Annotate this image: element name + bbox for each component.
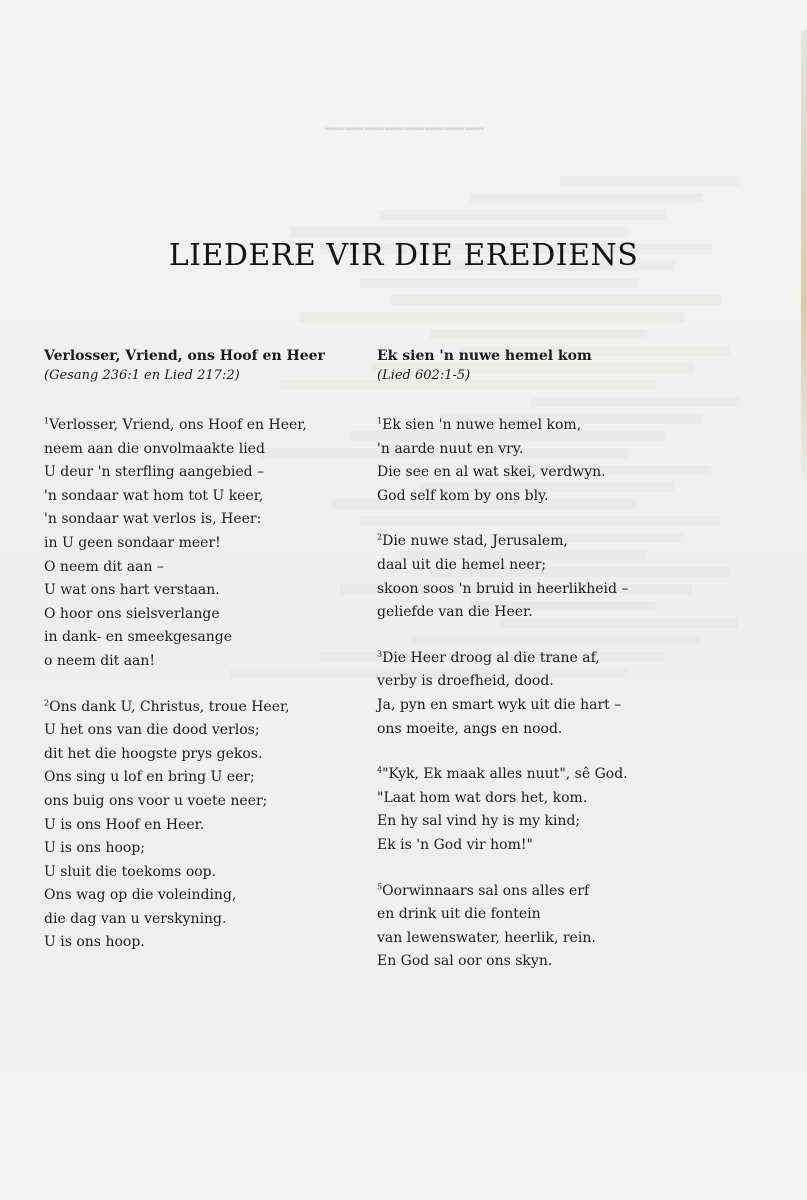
stanza-number: 2 — [44, 697, 50, 707]
stanza-line-text: Oorwinnaars sal ons alles erf — [382, 882, 590, 899]
stanza — [377, 763, 677, 857]
song-column-left — [44, 346, 364, 977]
ghost-line — [380, 210, 666, 220]
stanza-line — [377, 787, 677, 811]
stanza-line-text: geliefde van die Heer. — [377, 604, 533, 621]
stanza-line-text: "Laat hom wat dors het, kom. — [377, 789, 588, 806]
stanza-line — [44, 931, 364, 955]
stanza-line-text: dit het die hoogste prys gekos. — [44, 745, 263, 762]
stanza-line-text: o neem dit aan! — [44, 652, 156, 669]
stanza-line-text: 'n aarde nuut en vry. — [377, 440, 524, 457]
stanza-line-text: Ja, pyn en smart wyk uit die hart – — [377, 696, 622, 713]
stanza-number: 2 — [377, 532, 383, 542]
stanza-line-text: U is ons hoop. — [44, 934, 145, 951]
stanza-line-text: ons moeite, angs en nood. — [377, 720, 563, 737]
stanza-line — [44, 485, 364, 509]
stanza-line — [44, 884, 364, 908]
stanza-number: 3 — [377, 649, 383, 659]
stanza-line — [44, 837, 364, 861]
page-title: LIEDERE VIR DIE EREDIENS — [168, 238, 639, 273]
stanza-line — [44, 579, 364, 603]
stanza-line-text: "Kyk, Ek maak alles nuut", sê God. — [382, 766, 628, 783]
stanza-line-text: Die see en al wat skei, verdwyn. — [377, 464, 606, 481]
song-title: Verlosser, Vriend, ons Hoof en Heer — [44, 348, 325, 364]
stanza-line-text: Verlosser, Vriend, ons Hoof en Heer, — [49, 417, 307, 433]
stanza-line-text: O hoor ons sielsverlange — [44, 605, 220, 622]
stanza-line-text: daal uit die hemel neer; — [377, 556, 547, 573]
ghost-line — [360, 278, 638, 288]
stanza-line — [44, 696, 364, 720]
song-stanzas — [377, 414, 677, 974]
stanza — [377, 414, 677, 508]
stanza-line-text: Ons dank U, Christus, troue Heer, — [49, 698, 290, 715]
stanza-line-text: in U geen sondaar meer! — [44, 534, 221, 551]
stanza-line-text: U het ons van die dood verlos; — [44, 722, 260, 739]
stanza — [377, 530, 677, 624]
stanza-line — [377, 414, 677, 438]
stanza-line — [44, 790, 364, 814]
song-reference: (Gesang 236:1 en Lied 217:2) — [44, 368, 240, 383]
stanza-line — [377, 438, 677, 462]
stanza-line-text: U is ons Hoof en Heer. — [44, 816, 205, 833]
song-reference: (Lied 602:1-5) — [377, 368, 471, 383]
stanza-line — [377, 834, 677, 858]
stanza-line — [377, 670, 677, 694]
stanza-line — [377, 694, 677, 718]
stanza — [44, 696, 364, 956]
stanza-line — [377, 578, 677, 602]
ghost-line — [430, 329, 647, 339]
stanza-line-text: U sluit die toekoms oop. — [44, 863, 217, 880]
stanza-line — [377, 927, 677, 951]
stanza-line-text: God self kom by ons bly. — [377, 487, 549, 504]
stanza-line — [44, 719, 364, 743]
stanza-line-text: skoon soos 'n bruid in heerlikheid – — [377, 580, 629, 597]
stanza-line-text: O neem dit aan – — [44, 558, 164, 575]
ghost-line — [290, 227, 629, 237]
stanza-line-text: Ek sien 'n nuwe hemel kom, — [382, 417, 582, 433]
stanza-line-text: van lewenswater, heerlik, rein. — [377, 929, 596, 946]
stanza-line — [377, 647, 677, 671]
stanza-line — [44, 743, 364, 767]
stanza-line — [44, 908, 364, 932]
stanza-line-text: Ek is 'n God vir hom!" — [377, 836, 533, 853]
stanza-number: 1 — [377, 416, 383, 426]
stanza-line — [44, 461, 364, 485]
stanza-line-text: die dag van u verskyning. — [44, 910, 227, 927]
stanza-line-text: verby is droefheid, dood. — [377, 673, 554, 690]
stanza-line-text: Ons sing u lof en bring U eer; — [44, 769, 255, 786]
stanza-line — [377, 810, 677, 834]
ghost-heading: ──────── — [323, 112, 484, 147]
stanza-line-text: Ons wag op die voleinding, — [44, 887, 237, 904]
stanza-line — [44, 603, 364, 627]
ghost-line — [470, 193, 703, 203]
stanza-line — [44, 438, 364, 462]
song-stanzas — [44, 414, 364, 955]
ghost-line — [300, 312, 684, 322]
stanza-line — [377, 880, 677, 904]
stanza-line-text: neem aan die onvolmaakte lied — [44, 440, 265, 457]
stanza-line — [44, 814, 364, 838]
stanza-line — [44, 532, 364, 556]
stanza-line — [377, 554, 677, 578]
stanza-line — [44, 861, 364, 885]
stanza-number: 5 — [377, 881, 383, 891]
stanza-line — [44, 508, 364, 532]
stanza-line — [44, 766, 364, 790]
stanza-line — [377, 718, 677, 742]
stanza — [44, 414, 364, 674]
stanza-line — [377, 763, 677, 787]
stanza-line — [377, 950, 677, 974]
stanza-number: 4 — [377, 765, 383, 775]
stanza-line — [44, 650, 364, 674]
stanza-line-text: ons buig ons voor u voete neer; — [44, 792, 268, 809]
stanza-line-text: 'n sondaar wat verlos is, Heer: — [44, 511, 262, 528]
stanza — [377, 880, 677, 974]
stanza-line — [44, 556, 364, 580]
stanza-line — [377, 903, 677, 927]
ghost-line — [390, 295, 721, 305]
stanza-line-text: U deur 'n sterfling aangebied – — [44, 464, 265, 481]
song-column-right — [377, 346, 677, 996]
stanza-line-text: en drink uit die fontein — [377, 906, 541, 923]
stanza-line-text: 'n sondaar wat hom tot U keer, — [44, 487, 264, 504]
stanza-line-text: U is ons hoop; — [44, 840, 145, 857]
stanza-line-text: En hy sal vind hy is my kind; — [377, 813, 581, 830]
stanza-line-text: Die Heer droog al die trane af, — [382, 649, 600, 666]
song-title: Ek sien 'n nuwe hemel kom — [377, 348, 592, 364]
stanza-line-text: Die nuwe stad, Jerusalem, — [382, 533, 568, 550]
stanza-number: 1 — [44, 416, 50, 426]
stanza-line — [377, 601, 677, 625]
stanza-line — [377, 530, 677, 554]
stanza-line — [377, 485, 677, 509]
stanza-line — [44, 414, 364, 438]
stanza-line-text: in dank- en smeekgesange — [44, 629, 232, 646]
stanza-line-text: En God sal oor ons skyn. — [377, 953, 553, 970]
stanza-line — [44, 626, 364, 650]
stanza — [377, 647, 677, 741]
stanza-line — [377, 461, 677, 485]
stanza-line-text: U wat ons hart verstaan. — [44, 582, 220, 599]
ghost-line — [560, 176, 740, 186]
